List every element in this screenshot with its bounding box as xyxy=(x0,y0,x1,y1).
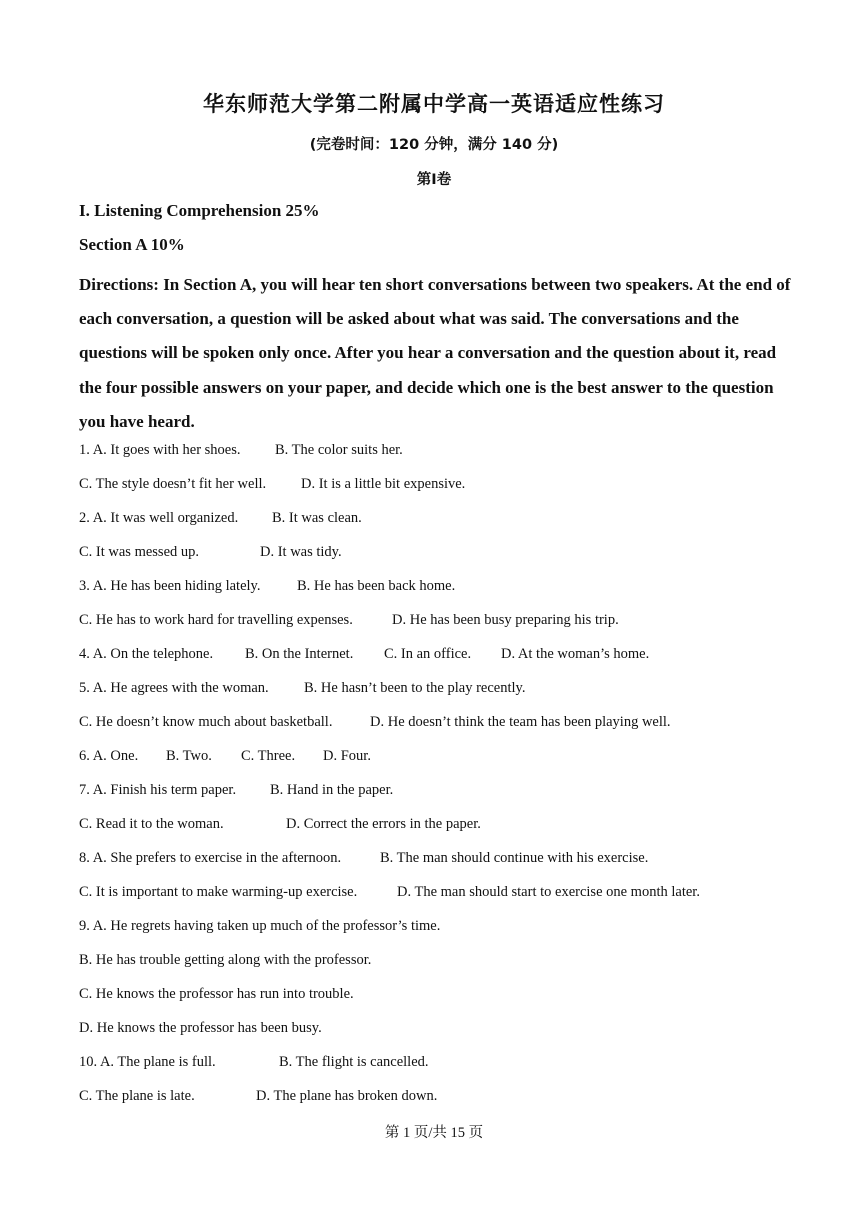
question-1-option-d: D. It is a little bit expensive. xyxy=(301,476,466,492)
question-9-option-b: B. He has trouble getting along with the professor. xyxy=(79,952,372,968)
question-5-option-d: D. He doesn’t think the team has been playing well. xyxy=(370,714,671,730)
question-2-option-d: D. It was tidy. xyxy=(260,544,342,560)
question-7-option-c: C. Read it to the woman. xyxy=(79,816,224,832)
question-5-option-c: C. He doesn’t know much about basketball. xyxy=(79,714,333,730)
question-5-option-a: 5. A. He agrees with the woman. xyxy=(79,680,269,696)
question-8-option-a: 8. A. She prefers to exercise in the afternoon. xyxy=(79,850,342,866)
question-4-option-a: 4. A. On the telephone. xyxy=(79,646,214,662)
question-4-option-b: B. On the Internet. xyxy=(245,646,354,662)
question-10-option-c: C. The plane is late. xyxy=(79,1088,195,1104)
question-8-option-d: D. The man should start to exercise one month later. xyxy=(397,884,700,900)
question-1-option-a: 1. A. It goes with her shoes. xyxy=(79,442,241,458)
question-1-option-c: C. The style doesn’t fit her well. xyxy=(79,476,267,492)
question-8-option-b: B. The man should continue with his exercise. xyxy=(380,850,649,866)
question-1-option-b: B. The color suits her. xyxy=(275,442,403,458)
question-9-option-c: C. He knows the professor has run into trouble. xyxy=(79,986,354,1002)
question-2-option-c: C. It was messed up. xyxy=(79,544,200,560)
question-7-option-d: D. Correct the errors in the paper. xyxy=(286,816,481,832)
question-10-option-d: D. The plane has broken down. xyxy=(256,1088,438,1104)
question-3-option-a: 3. A. He has been hiding lately. xyxy=(79,578,261,594)
exam-time-info: (完卷时间：120 分钟，满分 140 分) xyxy=(309,137,559,153)
question-7-option-a: 7. A. Finish his term paper. xyxy=(79,782,237,798)
section-heading: Section A 10% xyxy=(79,235,185,254)
page-number: 第 1 页/共 15 页 xyxy=(384,1125,484,1141)
volume-label: 第Ⅰ卷 xyxy=(416,172,452,188)
question-2-option-a: 2. A. It was well organized. xyxy=(79,510,239,526)
question-7-option-b: B. Hand in the paper. xyxy=(270,782,394,798)
question-2-option-b: B. It was clean. xyxy=(272,510,362,526)
question-10-option-b: B. The flight is cancelled. xyxy=(279,1054,429,1070)
document-title: 华东师范大学第二附属中学高一英语适应性练习 xyxy=(203,92,665,116)
directions-paragraph: Directions: In Section A, you will hear ten short conversations between two speakers. At the end of each conversation, a question will be asked about what was said. The conversations and the questions will be spoken only once. After you hear a conversation and the question about it, read the four possible answers on your paper, and decide which one is the best answer to the question you have heard. xyxy=(79,275,791,431)
question-6-option-c: C. Three. xyxy=(241,748,296,764)
question-3-option-c: C. He has to work hard for travelling expenses. xyxy=(79,612,353,628)
question-3-option-d: D. He has been busy preparing his trip. xyxy=(392,612,619,628)
question-3-option-b: B. He has been back home. xyxy=(297,578,456,594)
question-5-option-b: B. He hasn’t been to the play recently. xyxy=(304,680,526,696)
question-10-option-a: 10. A. The plane is full. xyxy=(79,1054,216,1070)
question-6-option-a: 6. A. One. xyxy=(79,748,139,764)
part-heading: I. Listening Comprehension 25% xyxy=(79,201,320,220)
question-6-option-b: B. Two. xyxy=(166,748,212,764)
question-4-option-d: D. At the woman’s home. xyxy=(501,646,650,662)
question-9-option-a: 9. A. He regrets having taken up much of the professor’s time. xyxy=(79,918,441,934)
question-9-option-d: D. He knows the professor has been busy. xyxy=(79,1020,322,1036)
question-6-option-d: D. Four. xyxy=(323,748,371,764)
question-4-option-c: C. In an office. xyxy=(384,646,472,662)
question-8-option-c: C. It is important to make warming-up exercise. xyxy=(79,884,358,900)
